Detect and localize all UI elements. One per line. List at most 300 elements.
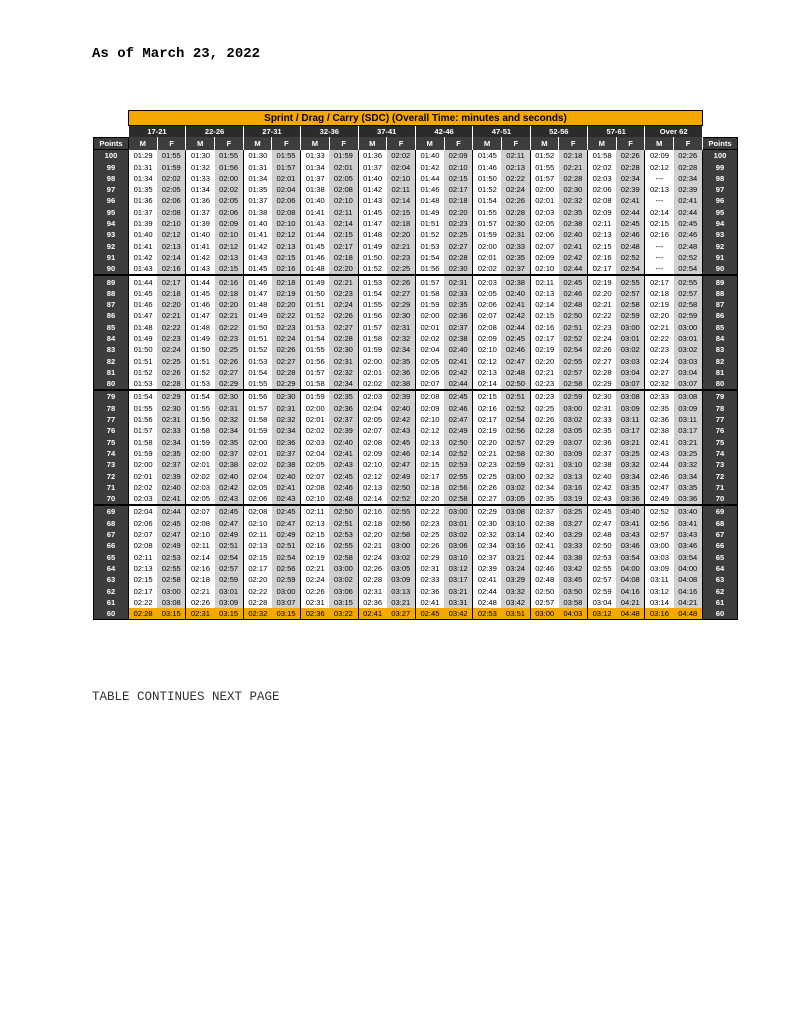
- female-time-cell: 02:39: [387, 390, 416, 402]
- male-time-cell: 02:20: [415, 493, 444, 505]
- female-time-cell: 02:46: [559, 288, 588, 299]
- female-time-cell: 02:41: [157, 493, 186, 505]
- female-time-cell: 02:56: [387, 518, 416, 529]
- corner-blank: [702, 126, 737, 138]
- female-time-cell: 02:16: [157, 263, 186, 275]
- female-time-cell: 02:34: [215, 425, 244, 436]
- age-group-header: 52-56: [530, 126, 587, 138]
- points-cell-right: 60: [702, 608, 737, 620]
- female-time-cell: 03:12: [444, 563, 473, 574]
- points-cell-right: 91: [702, 252, 737, 263]
- male-time-cell: 01:45: [186, 288, 215, 299]
- male-time-cell: 02:16: [473, 403, 502, 414]
- male-time-cell: 02:28: [243, 597, 272, 608]
- points-cell-right: 73: [702, 459, 737, 470]
- female-time-cell: 03:25: [559, 505, 588, 517]
- male-time-cell: 02:37: [588, 448, 617, 459]
- male-time-cell: 02:17: [645, 275, 674, 287]
- female-time-cell: 03:54: [616, 551, 645, 562]
- male-time-cell: 02:26: [301, 585, 330, 596]
- female-time-cell: 02:41: [272, 482, 301, 493]
- male-time-cell: 01:37: [129, 207, 158, 218]
- female-time-cell: 02:36: [444, 310, 473, 321]
- female-time-cell: 02:58: [157, 574, 186, 585]
- male-time-cell: 02:02: [358, 378, 387, 390]
- female-time-cell: 02:21: [157, 310, 186, 321]
- male-time-cell: 02:34: [473, 540, 502, 551]
- female-time-cell: 03:34: [674, 470, 703, 481]
- male-time-cell: 02:06: [473, 299, 502, 310]
- female-time-cell: 02:47: [387, 459, 416, 470]
- female-time-cell: 02:51: [215, 540, 244, 551]
- female-time-cell: 04:21: [674, 597, 703, 608]
- female-time-cell: 02:25: [157, 355, 186, 366]
- male-time-cell: 01:36: [186, 195, 215, 206]
- male-time-cell: 02:20: [243, 574, 272, 585]
- female-time-cell: 03:02: [501, 482, 530, 493]
- female-header: F: [444, 137, 473, 149]
- female-time-cell: 02:14: [387, 195, 416, 206]
- points-cell-left: 65: [94, 551, 129, 562]
- female-time-cell: 02:45: [329, 470, 358, 481]
- male-time-cell: 02:00: [358, 355, 387, 366]
- female-time-cell: 02:26: [329, 310, 358, 321]
- points-cell-left: 61: [94, 597, 129, 608]
- male-time-cell: 02:09: [358, 448, 387, 459]
- points-cell-left: 100: [94, 150, 129, 162]
- female-time-cell: 02:22: [272, 310, 301, 321]
- male-time-cell: 01:48: [301, 263, 330, 275]
- points-cell-right: 84: [702, 333, 737, 344]
- male-time-cell: 02:22: [243, 585, 272, 596]
- male-time-cell: 02:08: [588, 195, 617, 206]
- male-time-cell: 02:13: [645, 184, 674, 195]
- female-time-cell: 02:29: [272, 378, 301, 390]
- female-time-cell: 03:29: [501, 574, 530, 585]
- points-cell-right: 81: [702, 367, 737, 378]
- female-time-cell: 03:02: [559, 414, 588, 425]
- male-time-cell: 02:40: [588, 470, 617, 481]
- male-time-cell: 01:45: [129, 288, 158, 299]
- female-time-cell: 02:24: [272, 333, 301, 344]
- male-time-cell: 01:51: [243, 333, 272, 344]
- points-cell-left: 73: [94, 459, 129, 470]
- male-time-cell: 02:23: [588, 322, 617, 333]
- points-cell-right: 90: [702, 263, 737, 275]
- female-time-cell: 02:49: [444, 425, 473, 436]
- female-time-cell: 03:46: [616, 540, 645, 551]
- female-time-cell: 02:26: [215, 355, 244, 366]
- female-time-cell: 02:14: [329, 218, 358, 229]
- points-cell-left: 84: [94, 333, 129, 344]
- female-time-cell: 03:10: [559, 459, 588, 470]
- male-time-cell: 01:55: [473, 207, 502, 218]
- male-time-cell: 01:47: [358, 218, 387, 229]
- female-time-cell: 03:27: [559, 518, 588, 529]
- female-time-cell: 03:42: [501, 597, 530, 608]
- female-time-cell: 02:40: [387, 403, 416, 414]
- female-time-cell: 02:18: [444, 195, 473, 206]
- male-time-cell: 02:02: [473, 263, 502, 275]
- male-time-cell: 02:53: [473, 608, 502, 620]
- table-row: [94, 218, 738, 229]
- female-time-cell: 02:40: [559, 229, 588, 240]
- male-time-cell: 01:52: [243, 344, 272, 355]
- male-time-cell: 01:48: [358, 229, 387, 240]
- female-time-cell: 02:15: [272, 252, 301, 263]
- male-time-cell: 01:48: [243, 299, 272, 310]
- female-time-cell: 02:52: [559, 333, 588, 344]
- female-time-cell: 03:07: [272, 597, 301, 608]
- male-time-cell: 01:54: [129, 390, 158, 402]
- female-time-cell: 02:08: [272, 207, 301, 218]
- female-time-cell: 04:00: [616, 563, 645, 574]
- male-time-cell: 02:01: [415, 322, 444, 333]
- male-time-cell: 02:17: [243, 563, 272, 574]
- female-time-cell: 02:06: [215, 207, 244, 218]
- male-time-cell: 01:56: [243, 390, 272, 402]
- male-time-cell: 01:51: [301, 299, 330, 310]
- female-time-cell: 01:57: [272, 161, 301, 172]
- male-time-cell: 02:06: [588, 184, 617, 195]
- female-time-cell: 03:05: [501, 493, 530, 505]
- male-time-cell: 02:13: [415, 437, 444, 448]
- female-time-cell: 03:24: [501, 563, 530, 574]
- male-header: M: [530, 137, 559, 149]
- male-time-cell: 02:11: [186, 540, 215, 551]
- male-time-cell: 02:39: [473, 563, 502, 574]
- female-time-cell: 03:00: [444, 505, 473, 517]
- female-time-cell: 02:20: [444, 207, 473, 218]
- male-time-cell: 01:44: [301, 229, 330, 240]
- male-time-cell: 02:17: [415, 470, 444, 481]
- female-time-cell: 02:31: [215, 403, 244, 414]
- female-time-cell: 02:41: [329, 448, 358, 459]
- female-time-cell: 02:55: [444, 470, 473, 481]
- male-time-cell: 02:21: [473, 448, 502, 459]
- male-time-cell: 02:57: [645, 529, 674, 540]
- table-row: [94, 299, 738, 310]
- male-time-cell: ---: [645, 263, 674, 275]
- table-body: [94, 150, 738, 620]
- male-time-cell: 03:12: [588, 608, 617, 620]
- male-time-cell: 02:14: [473, 378, 502, 390]
- points-cell-left: 75: [94, 437, 129, 448]
- points-cell-left: 80: [94, 378, 129, 390]
- female-time-cell: 02:26: [157, 367, 186, 378]
- male-time-cell: 01:45: [301, 240, 330, 251]
- female-time-cell: 02:36: [387, 367, 416, 378]
- male-time-cell: 02:43: [588, 493, 617, 505]
- female-time-cell: 02:46: [674, 229, 703, 240]
- female-time-cell: 02:38: [272, 459, 301, 470]
- female-time-cell: 02:49: [157, 540, 186, 551]
- female-time-cell: 02:16: [272, 263, 301, 275]
- male-time-cell: 01:47: [129, 310, 158, 321]
- table-row: [94, 161, 738, 172]
- male-time-cell: 02:03: [186, 482, 215, 493]
- points-cell-left: 69: [94, 505, 129, 517]
- male-header: M: [129, 137, 158, 149]
- male-time-cell: 02:15: [415, 459, 444, 470]
- male-time-cell: 01:55: [301, 344, 330, 355]
- male-time-cell: 02:14: [645, 207, 674, 218]
- female-time-cell: 02:47: [501, 355, 530, 366]
- female-time-cell: 02:57: [559, 367, 588, 378]
- male-time-cell: 02:10: [473, 344, 502, 355]
- male-time-cell: 02:38: [530, 518, 559, 529]
- male-time-cell: 02:57: [530, 597, 559, 608]
- points-cell-right: 66: [702, 540, 737, 551]
- female-time-cell: 02:05: [157, 184, 186, 195]
- female-time-cell: 02:41: [501, 299, 530, 310]
- male-time-cell: 01:54: [415, 252, 444, 263]
- male-header: M: [415, 137, 444, 149]
- male-time-cell: 01:55: [129, 403, 158, 414]
- points-cell-right: 80: [702, 378, 737, 390]
- female-time-cell: 02:58: [559, 378, 588, 390]
- female-time-cell: 02:20: [215, 299, 244, 310]
- female-time-cell: 02:42: [387, 414, 416, 425]
- male-time-cell: ---: [645, 240, 674, 251]
- male-time-cell: 02:11: [301, 505, 330, 517]
- female-time-cell: 02:26: [501, 195, 530, 206]
- points-cell-right: 97: [702, 184, 737, 195]
- female-time-cell: 02:51: [272, 540, 301, 551]
- male-time-cell: 02:50: [530, 585, 559, 596]
- table-row: [94, 425, 738, 436]
- female-time-cell: 02:59: [674, 310, 703, 321]
- female-time-cell: 02:33: [157, 425, 186, 436]
- male-time-cell: 02:00: [415, 310, 444, 321]
- female-time-cell: 03:11: [674, 414, 703, 425]
- male-time-cell: 02:04: [415, 344, 444, 355]
- female-time-cell: 03:15: [272, 608, 301, 620]
- age-group-header: 27-31: [243, 126, 300, 138]
- female-time-cell: 02:54: [559, 344, 588, 355]
- male-time-cell: 02:40: [530, 529, 559, 540]
- points-cell-right: 99: [702, 161, 737, 172]
- male-time-cell: 02:15: [301, 529, 330, 540]
- male-time-cell: 01:36: [129, 195, 158, 206]
- male-time-cell: 01:45: [473, 150, 502, 162]
- table-row: [94, 252, 738, 263]
- female-time-cell: 01:55: [215, 150, 244, 162]
- male-time-cell: 01:57: [415, 275, 444, 287]
- female-time-cell: 02:45: [674, 218, 703, 229]
- female-time-cell: 02:38: [215, 459, 244, 470]
- female-time-cell: 03:09: [215, 597, 244, 608]
- female-time-cell: 02:35: [329, 390, 358, 402]
- table-row: [94, 563, 738, 574]
- male-time-cell: 01:55: [530, 161, 559, 172]
- female-time-cell: 02:40: [444, 344, 473, 355]
- male-time-cell: 02:50: [588, 540, 617, 551]
- male-time-cell: 01:51: [129, 355, 158, 366]
- female-time-cell: 02:49: [387, 470, 416, 481]
- male-time-cell: 02:03: [530, 207, 559, 218]
- female-time-cell: 03:29: [559, 529, 588, 540]
- male-time-cell: 02:31: [415, 563, 444, 574]
- female-time-cell: 02:46: [616, 229, 645, 240]
- female-time-cell: 02:45: [215, 505, 244, 517]
- points-cell-right: 76: [702, 425, 737, 436]
- male-time-cell: 03:00: [530, 608, 559, 620]
- female-time-cell: 02:32: [559, 195, 588, 206]
- female-header: F: [674, 137, 703, 149]
- female-time-cell: 03:43: [674, 529, 703, 540]
- female-time-cell: 02:36: [329, 403, 358, 414]
- female-time-cell: 02:34: [272, 425, 301, 436]
- male-time-cell: 02:20: [645, 310, 674, 321]
- male-time-cell: 02:46: [530, 563, 559, 574]
- male-time-cell: 02:15: [645, 218, 674, 229]
- female-time-cell: 02:20: [329, 263, 358, 275]
- female-time-cell: 03:17: [616, 425, 645, 436]
- female-time-cell: 02:46: [501, 344, 530, 355]
- male-time-cell: 01:46: [243, 275, 272, 287]
- male-time-cell: 02:31: [530, 459, 559, 470]
- male-time-cell: 02:29: [473, 505, 502, 517]
- male-time-cell: 02:08: [358, 437, 387, 448]
- male-time-cell: 02:16: [645, 229, 674, 240]
- male-time-cell: 02:32: [645, 378, 674, 390]
- points-cell-left: 88: [94, 288, 129, 299]
- table-row: [94, 310, 738, 321]
- male-time-cell: 02:15: [530, 310, 559, 321]
- age-group-header: 17-21: [129, 126, 186, 138]
- points-cell-left: 76: [94, 425, 129, 436]
- female-time-cell: 02:14: [157, 252, 186, 263]
- male-time-cell: 02:09: [415, 403, 444, 414]
- female-time-cell: 03:06: [329, 585, 358, 596]
- age-group-header: 22-26: [186, 126, 243, 138]
- male-time-cell: 02:19: [588, 275, 617, 287]
- female-time-cell: 02:23: [215, 333, 244, 344]
- female-time-cell: 03:42: [444, 608, 473, 620]
- male-time-cell: 02:07: [301, 470, 330, 481]
- female-time-cell: 03:10: [444, 551, 473, 562]
- female-time-cell: 02:49: [215, 529, 244, 540]
- female-time-cell: 02:36: [272, 437, 301, 448]
- male-time-cell: 02:53: [588, 551, 617, 562]
- female-time-cell: 02:58: [501, 448, 530, 459]
- male-time-cell: 01:30: [186, 150, 215, 162]
- table-row: [94, 437, 738, 448]
- female-time-cell: 03:08: [157, 597, 186, 608]
- male-time-cell: 02:03: [588, 173, 617, 184]
- female-time-cell: 02:58: [329, 551, 358, 562]
- male-time-cell: 02:09: [530, 252, 559, 263]
- male-time-cell: 02:41: [530, 540, 559, 551]
- male-time-cell: 02:29: [588, 378, 617, 390]
- female-time-cell: 02:58: [674, 299, 703, 310]
- male-time-cell: 01:52: [358, 263, 387, 275]
- male-time-cell: 02:01: [301, 414, 330, 425]
- male-time-cell: 01:54: [473, 195, 502, 206]
- female-time-cell: 03:25: [674, 448, 703, 459]
- female-time-cell: 02:43: [215, 493, 244, 505]
- male-time-cell: 02:26: [358, 563, 387, 574]
- male-time-cell: 01:50: [243, 322, 272, 333]
- female-time-cell: 02:50: [444, 437, 473, 448]
- points-cell-right: 79: [702, 390, 737, 402]
- male-time-cell: 02:41: [473, 574, 502, 585]
- corner-blank: [94, 126, 129, 138]
- female-time-cell: 02:28: [559, 173, 588, 184]
- male-time-cell: 02:55: [588, 563, 617, 574]
- male-time-cell: 01:48: [186, 322, 215, 333]
- male-time-cell: 02:23: [415, 518, 444, 529]
- female-time-cell: 02:59: [559, 390, 588, 402]
- female-time-cell: 03:38: [559, 551, 588, 562]
- female-time-cell: 02:52: [501, 403, 530, 414]
- male-time-cell: 02:06: [530, 229, 559, 240]
- male-time-cell: 02:44: [530, 551, 559, 562]
- female-time-cell: 02:37: [501, 263, 530, 275]
- table-row: [94, 195, 738, 206]
- male-time-cell: 02:28: [588, 367, 617, 378]
- male-time-cell: 02:00: [301, 403, 330, 414]
- male-time-cell: 02:07: [415, 378, 444, 390]
- male-time-cell: 02:12: [645, 161, 674, 172]
- as-of-date: As of March 23, 2022: [92, 46, 261, 62]
- female-time-cell: 03:21: [674, 437, 703, 448]
- male-time-cell: 01:36: [358, 150, 387, 162]
- female-time-cell: 02:09: [215, 218, 244, 229]
- male-time-cell: 01:49: [243, 310, 272, 321]
- female-time-cell: 02:27: [215, 367, 244, 378]
- female-time-cell: 03:25: [616, 448, 645, 459]
- female-time-cell: 02:35: [559, 207, 588, 218]
- male-time-cell: 02:22: [645, 333, 674, 344]
- female-time-cell: 02:34: [329, 378, 358, 390]
- female-time-cell: 02:10: [272, 218, 301, 229]
- female-time-cell: 02:08: [157, 207, 186, 218]
- female-time-cell: 02:39: [674, 184, 703, 195]
- table-row: [94, 263, 738, 275]
- male-time-cell: 02:36: [415, 585, 444, 596]
- female-time-cell: 02:42: [559, 252, 588, 263]
- female-time-cell: 02:30: [444, 263, 473, 275]
- male-time-cell: 01:52: [473, 184, 502, 195]
- male-time-cell: 02:41: [358, 608, 387, 620]
- female-time-cell: 02:50: [329, 505, 358, 517]
- male-time-cell: 02:21: [530, 367, 559, 378]
- male-time-cell: 02:05: [473, 288, 502, 299]
- female-time-cell: 03:02: [329, 574, 358, 585]
- male-time-cell: 02:37: [473, 551, 502, 562]
- male-time-cell: 02:21: [645, 322, 674, 333]
- female-time-cell: 02:42: [501, 310, 530, 321]
- male-header: M: [186, 137, 215, 149]
- female-time-cell: 02:44: [674, 207, 703, 218]
- male-time-cell: 01:53: [186, 378, 215, 390]
- male-time-cell: 01:56: [415, 263, 444, 275]
- male-time-cell: 02:35: [645, 403, 674, 414]
- male-time-cell: 02:29: [415, 551, 444, 562]
- male-time-cell: 02:02: [129, 482, 158, 493]
- male-time-cell: 02:08: [473, 322, 502, 333]
- female-time-cell: 02:44: [444, 378, 473, 390]
- male-time-cell: 01:58: [186, 425, 215, 436]
- male-time-cell: 02:10: [243, 518, 272, 529]
- female-time-cell: 02:10: [387, 173, 416, 184]
- age-group-header: Over 62: [645, 126, 703, 138]
- female-time-cell: 03:35: [674, 482, 703, 493]
- male-time-cell: 01:52: [415, 229, 444, 240]
- male-time-cell: 02:33: [588, 414, 617, 425]
